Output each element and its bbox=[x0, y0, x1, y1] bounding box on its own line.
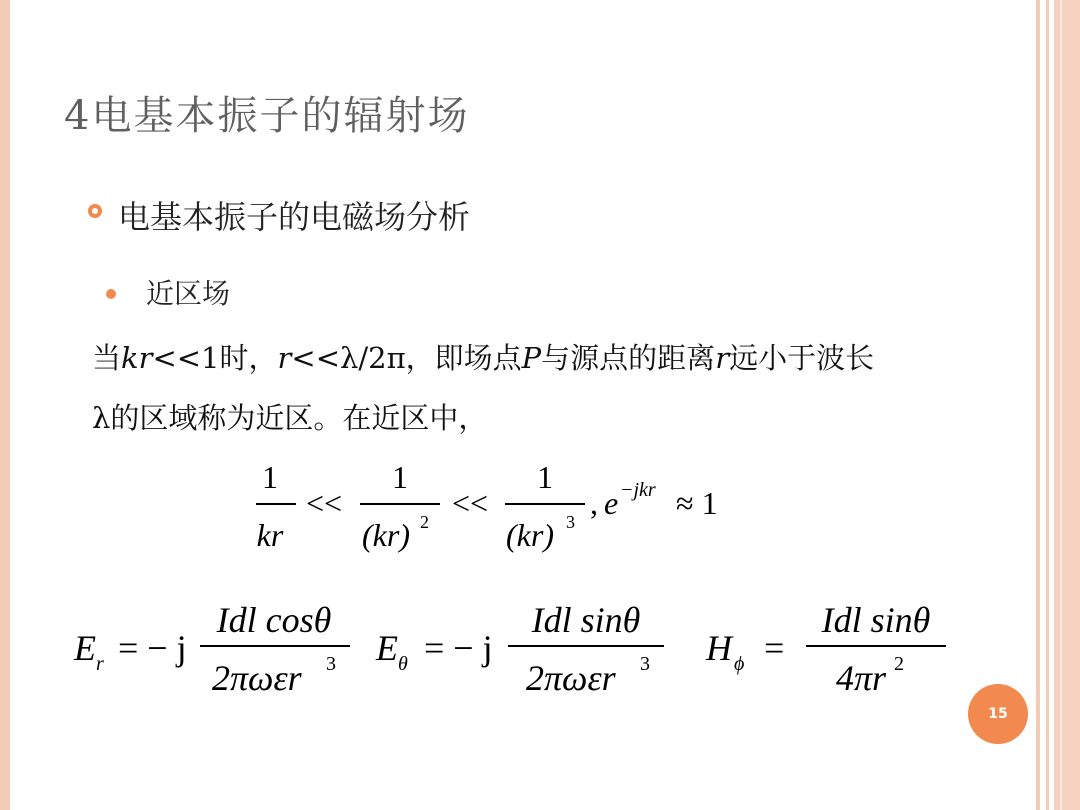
eq1-den-kr-paren-3: (kr) bbox=[506, 517, 554, 553]
eq1-exponent-2: 2 bbox=[420, 512, 429, 532]
text-run: kr bbox=[121, 341, 153, 375]
eq2-Hphi-den-exp: 2 bbox=[894, 653, 904, 675]
text-run: 远小于波长 bbox=[729, 341, 875, 375]
page-number-badge: 15 bbox=[968, 684, 1028, 744]
eq2-Hphi-num: Idl sinθ bbox=[821, 600, 931, 640]
eq2-Er-num: Idl cosθ bbox=[216, 600, 332, 640]
paragraph-line-2: λ的区域称为近区。在近区中， bbox=[92, 401, 488, 435]
ring-bullet-icon bbox=[88, 204, 102, 218]
eq2-Hphi-den: 4πr bbox=[836, 658, 887, 698]
eq1-e-exponent: −jkr bbox=[620, 479, 656, 501]
eq2-Er-sub: r bbox=[96, 653, 104, 675]
eq1-much-less-2: << bbox=[452, 485, 489, 521]
eq2-Etheta-sub: θ bbox=[398, 653, 408, 675]
bullet-level1: 电基本振子的电磁场分析 bbox=[118, 198, 471, 236]
eq2-Etheta-num: Idl sinθ bbox=[531, 600, 641, 640]
eq2-Etheta-den: 2πωεr bbox=[526, 658, 616, 698]
eq2-Hphi-eq: = bbox=[764, 628, 785, 668]
near-field-components bbox=[0, 590, 1080, 710]
eq1-num-2: 1 bbox=[392, 459, 408, 495]
eq1-much-less-1: << bbox=[306, 485, 343, 521]
eq2-Er-eq: = − j bbox=[118, 628, 187, 668]
eq1-approx-one: ≈ 1 bbox=[676, 485, 718, 521]
near-field-inequality bbox=[0, 440, 1080, 570]
text-run: 当 bbox=[92, 341, 122, 375]
eq2-Er-E: E bbox=[74, 628, 96, 668]
eq1-e: e bbox=[604, 485, 619, 521]
eq1-exponent-3: 3 bbox=[566, 512, 575, 532]
eq2-Etheta-eq: = − j bbox=[424, 628, 493, 668]
paragraph-line-1 bbox=[92, 336, 874, 377]
eq2-Etheta-den-exp: 3 bbox=[640, 653, 650, 675]
eq1-den-kr: kr bbox=[256, 517, 284, 553]
text-run: <<λ/2π，即场点 bbox=[291, 341, 522, 375]
eq1-num-3: 1 bbox=[537, 459, 553, 495]
text-run: r bbox=[277, 341, 292, 375]
dot-bullet-icon bbox=[106, 289, 116, 299]
eq1-num-1: 1 bbox=[262, 459, 278, 495]
eq2-Er-den-exp: 3 bbox=[326, 653, 336, 675]
bullet-level2: 近区场 bbox=[146, 277, 231, 310]
eq2-Hphi-sub: ϕ bbox=[734, 653, 745, 675]
slide-title: 4电基本振子的辐射场 bbox=[64, 93, 470, 139]
text-run: <<1时， bbox=[152, 341, 278, 375]
eq2-Etheta-E: E bbox=[376, 628, 398, 668]
eq2-Er-den: 2πωεr bbox=[212, 658, 302, 698]
text-run: 与源点的距离 bbox=[541, 341, 716, 375]
eq1-comma: , bbox=[590, 485, 598, 521]
eq1-den-kr-paren-2: (kr) bbox=[362, 517, 410, 553]
eq2-Hphi-H: H bbox=[706, 628, 732, 668]
text-run: P bbox=[521, 341, 542, 375]
text-run: r bbox=[715, 341, 730, 375]
